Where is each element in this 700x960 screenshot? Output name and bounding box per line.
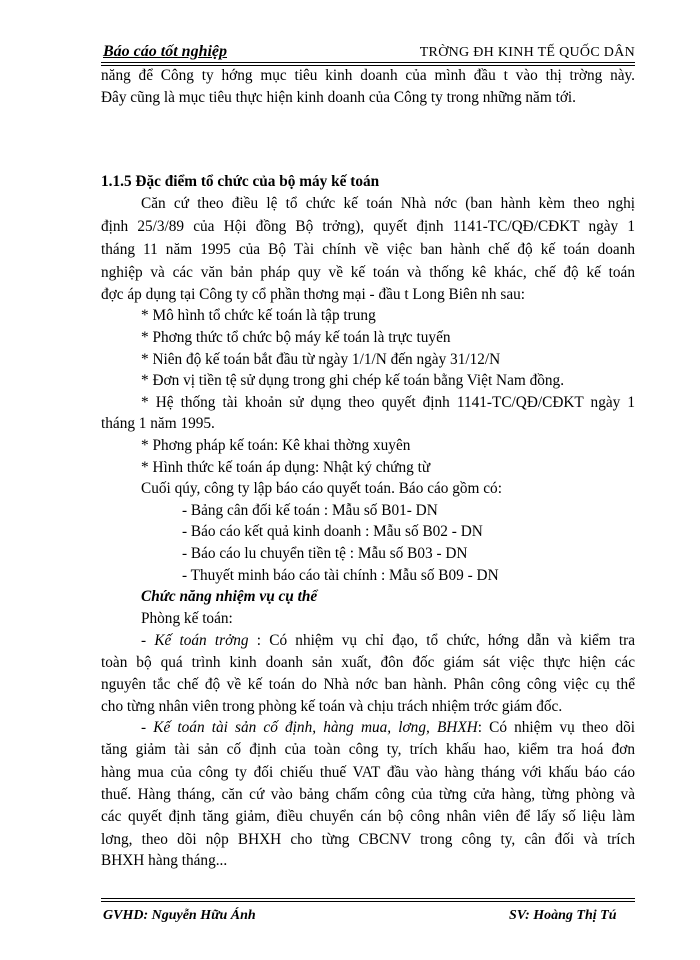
header-rule-top	[101, 62, 635, 63]
page-header	[101, 38, 635, 64]
department-label: Phòng kế toán:	[141, 610, 233, 627]
report-intro: Cuối qúy, công ty lập báo cáo quyết toán. Báo cáo gồm có:	[141, 480, 502, 497]
chief-line: - Kế toán trởng : Có nhiệm vụ chỉ đạo, tổ chức, hớng dẫn và kiểm tra	[141, 632, 636, 649]
para-line: đợc áp dụng tại Công ty cổ phần thơng mại - đầu t Long Biên nh sau:	[101, 286, 526, 303]
footer-rule-bottom	[101, 901, 635, 902]
para-line: định 25/3/89 của Hội đồng Bộ trởng), quyết định 1141-TC/QĐ/CĐKT ngày 1	[101, 218, 635, 235]
asset-line: lơng, theo dõi nộp BHXH cho từng CBCNV trong công ty, cân đối và trích	[101, 831, 635, 848]
header-report-title: Báo cáo tốt nghiệp	[103, 43, 228, 60]
asset-line: BHXH hàng tháng...	[101, 852, 228, 869]
bullet-item: * Phơng thức tổ chức bộ máy kế toán là trực tuyến	[141, 329, 451, 346]
report-item: - Báo cáo kết quả kinh doanh : Mẫu số B02 - DN	[182, 523, 483, 540]
report-item: - Báo cáo lu chuyển tiền tệ : Mẫu số B03 - DN	[182, 545, 468, 562]
bullet-item: * Hệ thống tài khoản sử dụng theo quyết định 1141-TC/QĐ/CĐKT ngày 1	[141, 394, 635, 411]
chief-line: toàn bộ quá trình kinh doanh sản xuất, đôn đốc giám sát việc thực hiện các	[101, 654, 635, 671]
chief-label: Kế toán trởng	[154, 632, 249, 649]
bullet-item: * Phơng pháp kế toán: Kê khai thờng xuyên	[141, 437, 411, 454]
bullet-item: * Niên độ kế toán bắt đầu từ ngày 1/1/N đến ngày 31/12/N	[141, 351, 501, 368]
bullet-item: * Mô hình tổ chức kế toán là tập trung	[141, 307, 376, 324]
asset-line: - Kế toán tài sản cố định, hàng mua, lơng, BHXH: Có nhiệm vụ theo dõi	[141, 719, 636, 736]
asset-line: thuế. Hàng tháng, căn cứ vào bảng chấm công của từng cửa hàng, từng phòng và	[101, 786, 635, 803]
header-university: TRỜNG ĐH KINH TẾ QUỐC DÂN	[419, 45, 635, 60]
para-line: Căn cứ theo điều lệ tổ chức kế toán Nhà nớc (ban hành kèm theo nghị	[141, 195, 635, 212]
footer-supervisor: GVHD: Nguyễn Hữu Ánh	[103, 908, 256, 923]
bullet-item: * Đơn vị tiền tệ sử dụng trong ghi chép kế toán bằng Việt Nam đồng.	[141, 372, 565, 389]
intro-line: Đây cũng là mục tiêu thực hiện kinh doanh của Công ty trong những năm tới.	[101, 89, 576, 106]
asset-line: các quyết định tăng giảm, điều chuyển cán bộ công nhân viên để lấy số liệu làm	[101, 808, 635, 825]
section-heading: 1.1.5 Đặc điểm tổ chức của bộ máy kế toán	[101, 173, 380, 190]
report-item: - Thuyết minh báo cáo tài chính : Mẫu số B09 - DN	[182, 567, 499, 584]
report-item: - Bảng cân đối kế toán : Mẫu số B01- DN	[182, 502, 438, 519]
subsection-title: Chức năng nhiệm vụ cụ thể	[141, 588, 318, 605]
chief-line: cho từng nhân viên trong phòng kế toán và chịu trách nhiệm trớc giám đốc.	[101, 698, 563, 715]
bullet-item: * Hình thức kế toán áp dụng: Nhật ký chứng từ	[141, 459, 431, 476]
chief-line: nguyên tắc chế độ về kế toán do Nhà nớc ban hành. Phân công công việc cụ thể	[101, 676, 635, 693]
para-line: nghiệp và các văn bản pháp quy về kế toán và thống kê khác, chế độ kế toán	[101, 264, 635, 281]
chief-first: : Có nhiệm vụ chỉ đạo, tổ chức, hớng dẫn và kiểm tra	[248, 632, 636, 649]
para-line: tháng 11 năm 1995 của Bộ Tài chính về việc ban hành chế độ kế toán doanh	[101, 241, 635, 258]
asset-label: Kế toán tài sản cố định, hàng mua, lơng, BHXH	[153, 719, 478, 736]
asset-line: hàng mua của công ty đối chiếu thuế VAT đầu vào hàng tháng với khấu báo cáo	[101, 764, 635, 781]
intro-line: năng để Công ty hớng mục tiêu kinh doanh của mình đầu t vào thị trờng này.	[101, 67, 635, 84]
bullet-item-continued: tháng 1 năm 1995.	[101, 415, 215, 432]
footer-student: SV: Hoàng Thị Tú	[509, 908, 617, 923]
asset-first: : Có nhiệm vụ theo dõi	[477, 719, 636, 736]
footer-rule-top	[101, 898, 635, 899]
asset-line: tăng giảm tài sản cố định của toàn công ty, trích khấu hao, kiểm tra hoá đơn	[101, 741, 635, 758]
